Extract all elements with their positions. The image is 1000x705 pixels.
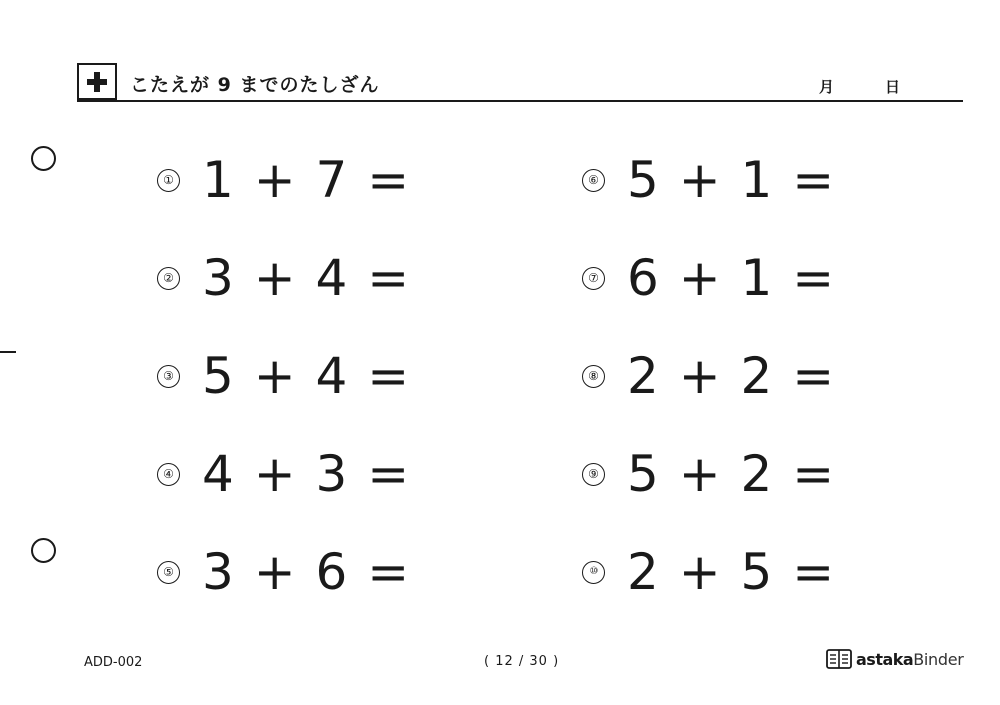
brand-name-light: Binder: [913, 649, 964, 669]
problem-expression: 3 + 6 =: [202, 543, 412, 601]
problem-4: [157, 444, 411, 504]
problem-expression: 6 + 1 =: [627, 249, 837, 307]
header-divider: [77, 100, 963, 102]
problem-number: ⑦: [582, 267, 605, 290]
problem-number: ③: [157, 365, 180, 388]
problem-expression: 4 + 3 =: [202, 445, 412, 503]
page-title: こたえが 9 までのたしざん: [130, 74, 380, 96]
problem-5: [157, 542, 411, 602]
problem-expression: 2 + 5 =: [627, 543, 837, 601]
problem-3: [157, 346, 411, 406]
problem-expression: 5 + 4 =: [202, 347, 412, 405]
problem-2: [157, 248, 411, 308]
problem-number: ④: [157, 463, 180, 486]
problem-9: [582, 444, 836, 504]
problem-number: ⑨: [582, 463, 605, 486]
problem-7: [582, 248, 836, 308]
month-label: 月: [819, 78, 835, 96]
brand-name-bold: astaka: [856, 649, 914, 669]
problem-expression: 1 + 7 =: [202, 151, 412, 209]
problem-expression: 5 + 2 =: [627, 445, 837, 503]
binder-hole-bottom: [31, 538, 56, 563]
problem-number: ⑤: [157, 561, 180, 584]
problem-6: [582, 150, 836, 210]
problem-expression: 2 + 2 =: [627, 347, 837, 405]
problem-number: ⑧: [582, 365, 605, 388]
book-icon: [826, 648, 852, 670]
problem-number: ①: [157, 169, 180, 192]
problem-10: [582, 542, 836, 602]
worksheet-code: ADD-002: [84, 655, 143, 670]
plus-icon: [77, 63, 117, 100]
page-indicator: ( 12 / 30 ): [484, 654, 560, 669]
day-label: 日: [885, 78, 901, 96]
problem-1: [157, 150, 411, 210]
problem-number: ②: [157, 267, 180, 290]
problem-expression: 3 + 4 =: [202, 249, 412, 307]
binder-hole-top: [31, 146, 56, 171]
problem-number: ⑥: [582, 169, 605, 192]
center-mark: [0, 351, 16, 353]
problem-expression: 5 + 1 =: [627, 151, 837, 209]
problem-number: ⑩: [582, 561, 605, 584]
problem-8: [582, 346, 836, 406]
brand-logo: [826, 648, 964, 670]
